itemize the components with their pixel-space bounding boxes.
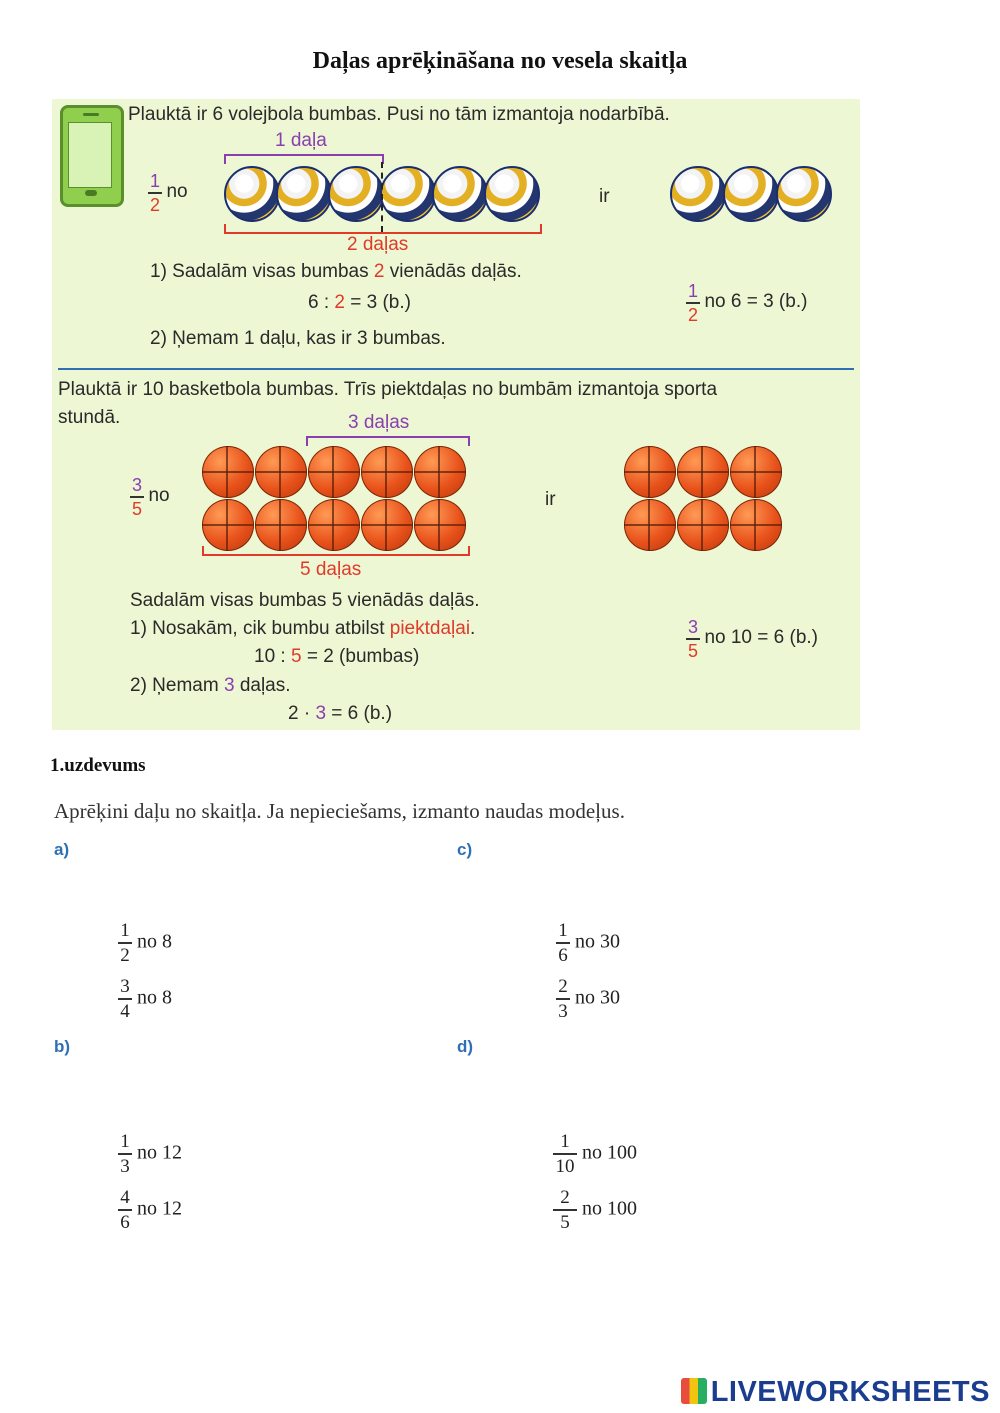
example1-top-brace — [224, 154, 384, 164]
volleyball — [224, 166, 280, 222]
section-divider — [58, 368, 854, 370]
basketball — [361, 446, 413, 498]
volleyball — [776, 166, 832, 222]
example1-calc1: 6 : 2 = 3 (b.) — [308, 292, 411, 313]
example1-bottom-brace — [224, 224, 542, 234]
example1-ir: ir — [599, 186, 610, 207]
basketball — [255, 446, 307, 498]
example2-top-brace — [306, 436, 470, 446]
example2-top-label: 3 daļas — [348, 412, 410, 433]
task-d-item-1: $\frac{1}{10}$ no 100 — [553, 1132, 637, 1176]
task-c-item-2: $\frac{2}{3}$ no 30 — [556, 977, 620, 1021]
example2-text-line2: stundā. — [58, 407, 121, 428]
task-a-label: a) — [54, 840, 70, 859]
task-d-item-2: $\frac{2}{5}$ no 100 — [553, 1188, 637, 1232]
example2-bottom-brace — [202, 546, 470, 556]
example1-step2: 2) Ņemam 1 daļu, kas ir 3 bumbas. — [150, 328, 446, 349]
example1-text: Plauktā ir 6 volejbola bumbas. Pusi no tām izmantoja nodarbībā. — [128, 104, 670, 125]
example2-step2: 2) Ņemam 3 daļas. — [130, 675, 291, 696]
task-d-label: d) — [457, 1037, 474, 1056]
example1-step1: 1) Sadalām visas bumbas 2 vienādās daļās. — [150, 261, 522, 282]
example2-step1: 1) Nosakām, cik bumbu atbilst piektdaļai. — [130, 618, 476, 639]
task-b-item-1: $\frac{1}{3}$ no 12 — [118, 1132, 182, 1176]
task-heading: 1.uzdevums — [50, 755, 146, 776]
example2-bottom-label: 5 daļas — [300, 559, 362, 580]
task-b-label: b) — [54, 1037, 71, 1056]
basketball — [255, 499, 307, 551]
example2-result: $\frac{3}{5}$ no 10 = 6 (b.) — [687, 617, 818, 661]
basketball — [414, 499, 466, 551]
volleyball — [380, 166, 436, 222]
basketball — [677, 446, 729, 498]
basketball — [361, 499, 413, 551]
task-b-item-2: $\frac{4}{6}$ no 12 — [118, 1188, 182, 1232]
example2-calc2: 2 · 3 = 6 (b.) — [288, 703, 393, 724]
basketball — [202, 499, 254, 551]
volleyball — [670, 166, 726, 222]
example2-calc1: 10 : 5 = 2 (bumbas) — [254, 646, 420, 667]
basketball — [414, 446, 466, 498]
basketball — [677, 499, 729, 551]
task-c-label: c) — [457, 840, 473, 859]
basketball — [624, 499, 676, 551]
example1-bottom-label: 2 daļas — [347, 234, 409, 255]
basketball — [308, 499, 360, 551]
page-title: Daļas aprēķināšana no vesela skaitļa — [312, 48, 688, 74]
basketball — [202, 446, 254, 498]
volleyball — [432, 166, 488, 222]
task-instruction: Aprēķini daļu no skaitļa. Ja nepieciešams, izmanto naudas modeļus. — [54, 799, 625, 823]
basketball — [624, 446, 676, 498]
liveworksheets-logo: LIVEWORKSHEETS — [681, 1376, 990, 1409]
volleyball — [328, 166, 384, 222]
volleyball — [723, 166, 779, 222]
example1-result: $\frac{1}{2}$ no 6 = 3 (b.) — [687, 281, 808, 325]
volleyball — [484, 166, 540, 222]
example1-top-label: 1 daļa — [275, 130, 327, 151]
phone-icon — [60, 105, 124, 207]
basketball — [308, 446, 360, 498]
example2-fraction: $\frac{3}{5}$ no — [131, 475, 170, 519]
volleyball — [276, 166, 332, 222]
task-c-item-1: $\frac{1}{6}$ no 30 — [556, 921, 620, 965]
example1-divider — [381, 162, 383, 232]
task-a-item-1: $\frac{1}{2}$ no 8 — [118, 921, 172, 965]
basketball — [730, 499, 782, 551]
task-a-item-2: $\frac{3}{4}$ no 8 — [118, 977, 172, 1021]
example1-fraction: $\frac{1}{2}$ no — [149, 171, 188, 215]
example2-text-line1: Plauktā ir 10 basketbola bumbas. Trīs piektdaļas no bumbām izmantoja sporta — [58, 379, 718, 400]
example2-intro: Sadalām visas bumbas 5 vienādās daļās. — [130, 590, 480, 611]
basketball — [730, 446, 782, 498]
example2-ir: ir — [545, 489, 556, 510]
